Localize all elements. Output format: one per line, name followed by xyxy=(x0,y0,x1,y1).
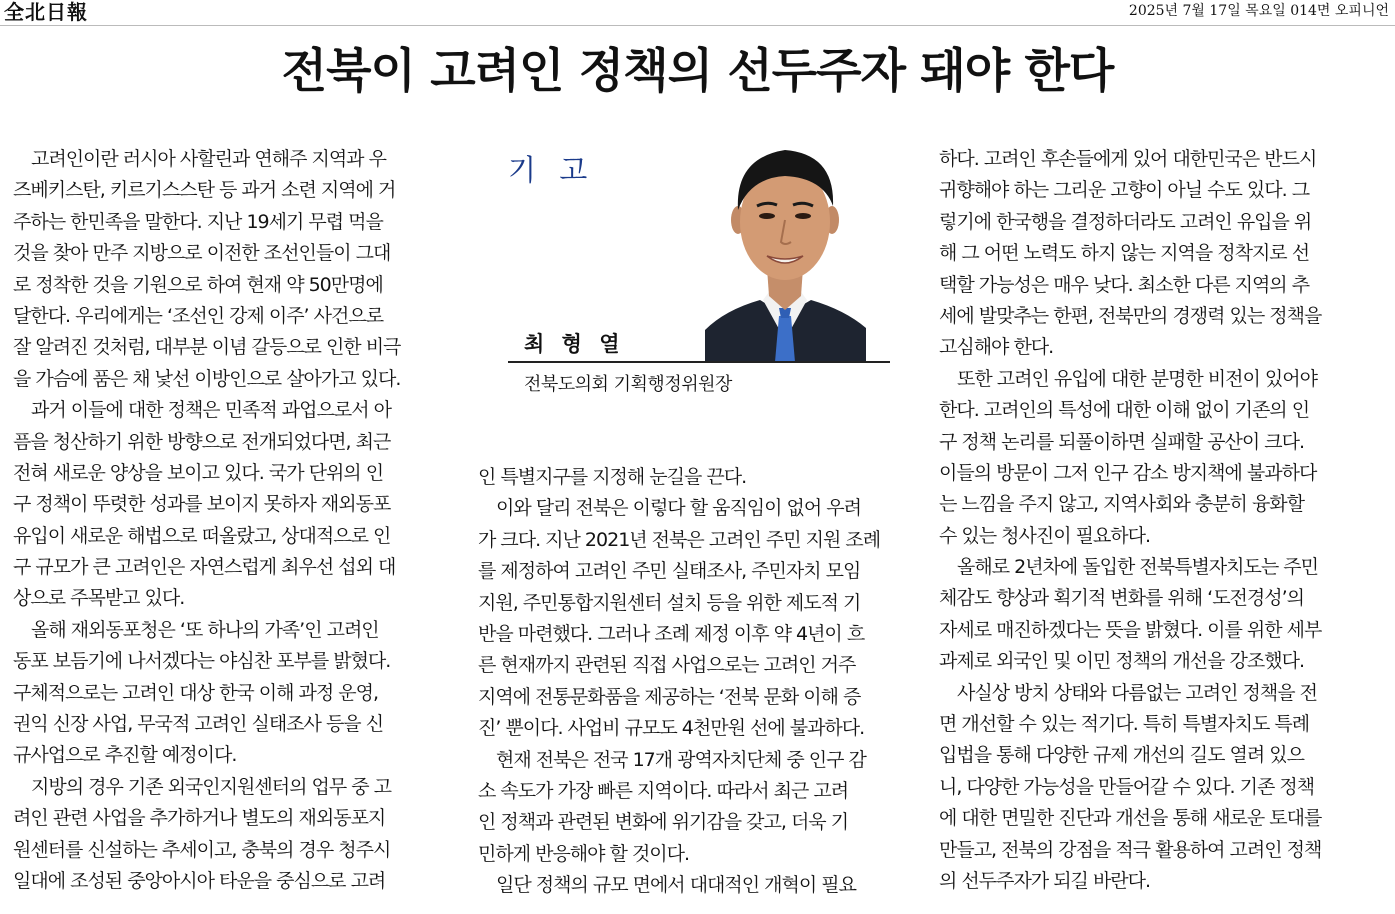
article-line: 사실상 방치 상태와 다름없는 고려인 정책을 전 xyxy=(939,681,1317,704)
article-line: 일단 정책의 규모 면에서 대대적인 개혁이 필요 xyxy=(478,874,856,897)
masthead xyxy=(0,0,1395,24)
article-line: 만들고, 전북의 강점을 적극 활용하여 고려인 정책 xyxy=(939,838,1322,861)
article-line: 세에 발맞추는 한편, 전북만의 경쟁력 있는 정책을 xyxy=(939,304,1322,327)
article-line: 려인 관련 사업을 추가하거나 별도의 재외동포지 xyxy=(13,807,386,830)
article-line: 달한다. 우리에게는 ‘조선인 강제 이주’ 사건으로 xyxy=(13,304,384,327)
article-line: 면 개선할 수 있는 적기다. 특히 특별자치도 특례 xyxy=(939,713,1310,736)
article-line: 상으로 주목받고 있다. xyxy=(13,587,185,610)
dateline: 2025년 7월 17일 목요일 014면 오피니언 xyxy=(1128,3,1389,19)
article-line: 진’ 뿐이다. 사업비 규모도 4천만원 선에 불과하다. xyxy=(478,717,865,740)
article-line: 구 정책 논리를 되풀이하면 실패할 공산이 크다. xyxy=(939,430,1305,453)
article-line: 를 제정하여 고려인 주민 실태조사, 주민자치 모임 xyxy=(478,560,861,583)
section-label: 기 고 xyxy=(508,153,595,187)
article-line: 이들의 방문이 그저 인구 감소 방지책에 불과하다 xyxy=(939,461,1317,484)
article-line: 올해로 2년차에 돌입한 전북특별자치도는 주민 xyxy=(939,556,1318,579)
article-line: 즈베키스탄, 키르기스스탄 등 과거 소련 지역에 거 xyxy=(13,179,396,202)
article-line: 니, 다양한 가능성을 만들어갈 수 있다. 기존 정책 xyxy=(939,775,1315,798)
article-line: 가 크다. 지난 2021년 전북은 고려인 주민 지원 조례 xyxy=(478,528,881,551)
article-line: 수 있는 청사진이 필요하다. xyxy=(939,524,1151,547)
article-line: 동포 보듬기에 나서겠다는 야심찬 포부를 밝혔다. xyxy=(13,650,391,673)
newspaper-logo: 全北日報 xyxy=(4,0,88,24)
article-line: 또한 고려인 유입에 대한 분명한 비전이 있어야 xyxy=(939,367,1317,390)
article-line: 올해 재외동포청은 ‘또 하나의 가족’인 고려인 xyxy=(13,618,379,641)
author-title: 전북도의회 기획행정위원장 xyxy=(524,374,732,395)
article-line: 일대에 조성된 중앙아시아 타운을 중심으로 고려 xyxy=(13,869,386,892)
article-line: 로 정착한 것을 기원으로 하여 현재 약 50만명에 xyxy=(13,273,383,296)
article-line: 는 느낌을 주지 않고, 지역사회와 충분히 융화할 xyxy=(939,493,1305,516)
article-line: 민하게 반응해야 할 것이다. xyxy=(478,842,690,865)
article-line: 입법을 통해 다양한 규제 개선의 길도 열려 있으 xyxy=(939,744,1305,767)
article-line: 해 그 어떤 노력도 하지 않는 지역을 정착지로 선 xyxy=(939,242,1310,265)
article-line: 구 규모가 큰 고려인은 자연스럽게 최우선 섭외 대 xyxy=(13,556,396,579)
article-line: 이와 달리 전북은 이렇다 할 움직임이 없어 우려 xyxy=(478,497,862,520)
article-line: 소 속도가 가장 빠른 지역이다. 따라서 최근 고려 xyxy=(478,779,849,802)
article-line: 지원, 주민통합지원센터 설치 등을 위한 제도적 기 xyxy=(478,591,861,614)
masthead-divider xyxy=(0,25,1395,26)
article-line: 체감도 향상과 획기적 변화를 위해 ‘도전경성’의 xyxy=(939,587,1305,610)
article-line: 고려인이란 러시아 사할린과 연해주 지역과 우 xyxy=(13,148,386,170)
author-name: 최 형 열 xyxy=(524,332,625,356)
article-line: 에 대한 면밀한 진단과 개선을 통해 새로운 토대를 xyxy=(939,807,1322,830)
article-line: 잘 알려진 것처럼, 대부분 이념 갈등으로 인한 비극 xyxy=(13,336,401,359)
article-line: 고심해야 한다. xyxy=(939,336,1054,359)
article-line: 주하는 한민족을 말한다. 지난 19세기 무렵 먹을 xyxy=(13,210,383,233)
article-line: 을 가슴에 품은 채 낯선 이방인으로 살아가고 있다. xyxy=(13,367,401,390)
article-line: 지역에 전통문화품을 제공하는 ‘전북 문화 이해 증 xyxy=(478,685,861,708)
article-line: 유입이 새로운 해법으로 떠올랐고, 상대적으로 인 xyxy=(13,524,391,547)
article-line: 과제로 외국인 및 이민 정책의 개선을 강조했다. xyxy=(939,650,1305,673)
article-line: 픔을 청산하기 위한 방향으로 전개되었다면, 최근 xyxy=(13,430,391,453)
headline: 전북이 고려인 정책의 선두주자 돼야 한다 xyxy=(281,44,1114,99)
article-line: 하다. 고려인 후손들에게 있어 대한민국은 반드시 xyxy=(939,148,1317,170)
author-divider xyxy=(508,361,890,363)
article-line: 권익 신장 사업, 무국적 고려인 실태조사 등을 신 xyxy=(13,713,384,736)
article-column-3 xyxy=(939,144,1391,897)
article-line: 지방의 경우 기존 외국인지원센터의 업무 중 고 xyxy=(13,775,391,798)
article-line: 구 정책이 뚜렷한 성과를 보이지 못하자 재외동포 xyxy=(13,493,391,516)
article-line: 른 현재까지 관련된 직접 사업으로는 고려인 거주 xyxy=(478,654,856,677)
article-line: 귀향해야 하는 그리운 고향이 아닐 수도 있다. 그 xyxy=(939,179,1310,202)
article-line: 구체적으로는 고려인 대상 한국 이해 과정 운영, xyxy=(13,681,379,704)
article-line: 과거 이들에 대한 정책은 민족적 과업으로서 아 xyxy=(13,399,391,422)
article-line: 한다. 고려인의 특성에 대한 이해 없이 기존의 인 xyxy=(939,399,1310,422)
article-line: 인 정책과 관련된 변화에 위기감을 갖고, 더욱 기 xyxy=(478,811,849,834)
article-line: 자세로 매진하겠다는 뜻을 밝혔다. 이를 위한 세부 xyxy=(939,618,1322,641)
article-line: 인 특별지구를 지정해 눈길을 끈다. xyxy=(478,466,747,488)
article-line: 원센터를 신설하는 추세이고, 충북의 경우 청주시 xyxy=(13,838,391,861)
author-portrait-image xyxy=(705,140,866,362)
article-column-2 xyxy=(478,462,930,901)
article-line: 렇기에 한국행을 결정하더라도 고려인 유입을 위 xyxy=(939,210,1312,233)
article-column-1 xyxy=(13,144,465,897)
article-line: 의 선두주자가 되길 바란다. xyxy=(939,869,1151,892)
author-photo xyxy=(705,140,866,362)
article-line: 택할 가능성은 매우 낮다. 최소한 다른 지역의 추 xyxy=(939,273,1310,296)
article-line: 반을 마련했다. 그러나 조례 제정 이후 약 4년이 흐 xyxy=(478,622,865,645)
article-line: 규사업으로 추진할 예정이다. xyxy=(13,744,237,767)
article-line: 현재 전북은 전국 17개 광역자치단체 중 인구 감 xyxy=(478,748,866,771)
article-line: 것을 찾아 만주 지방으로 이전한 조선인들이 그대 xyxy=(13,242,391,265)
article-line: 전혀 새로운 양상을 보이고 있다. 국가 단위의 인 xyxy=(13,461,384,484)
